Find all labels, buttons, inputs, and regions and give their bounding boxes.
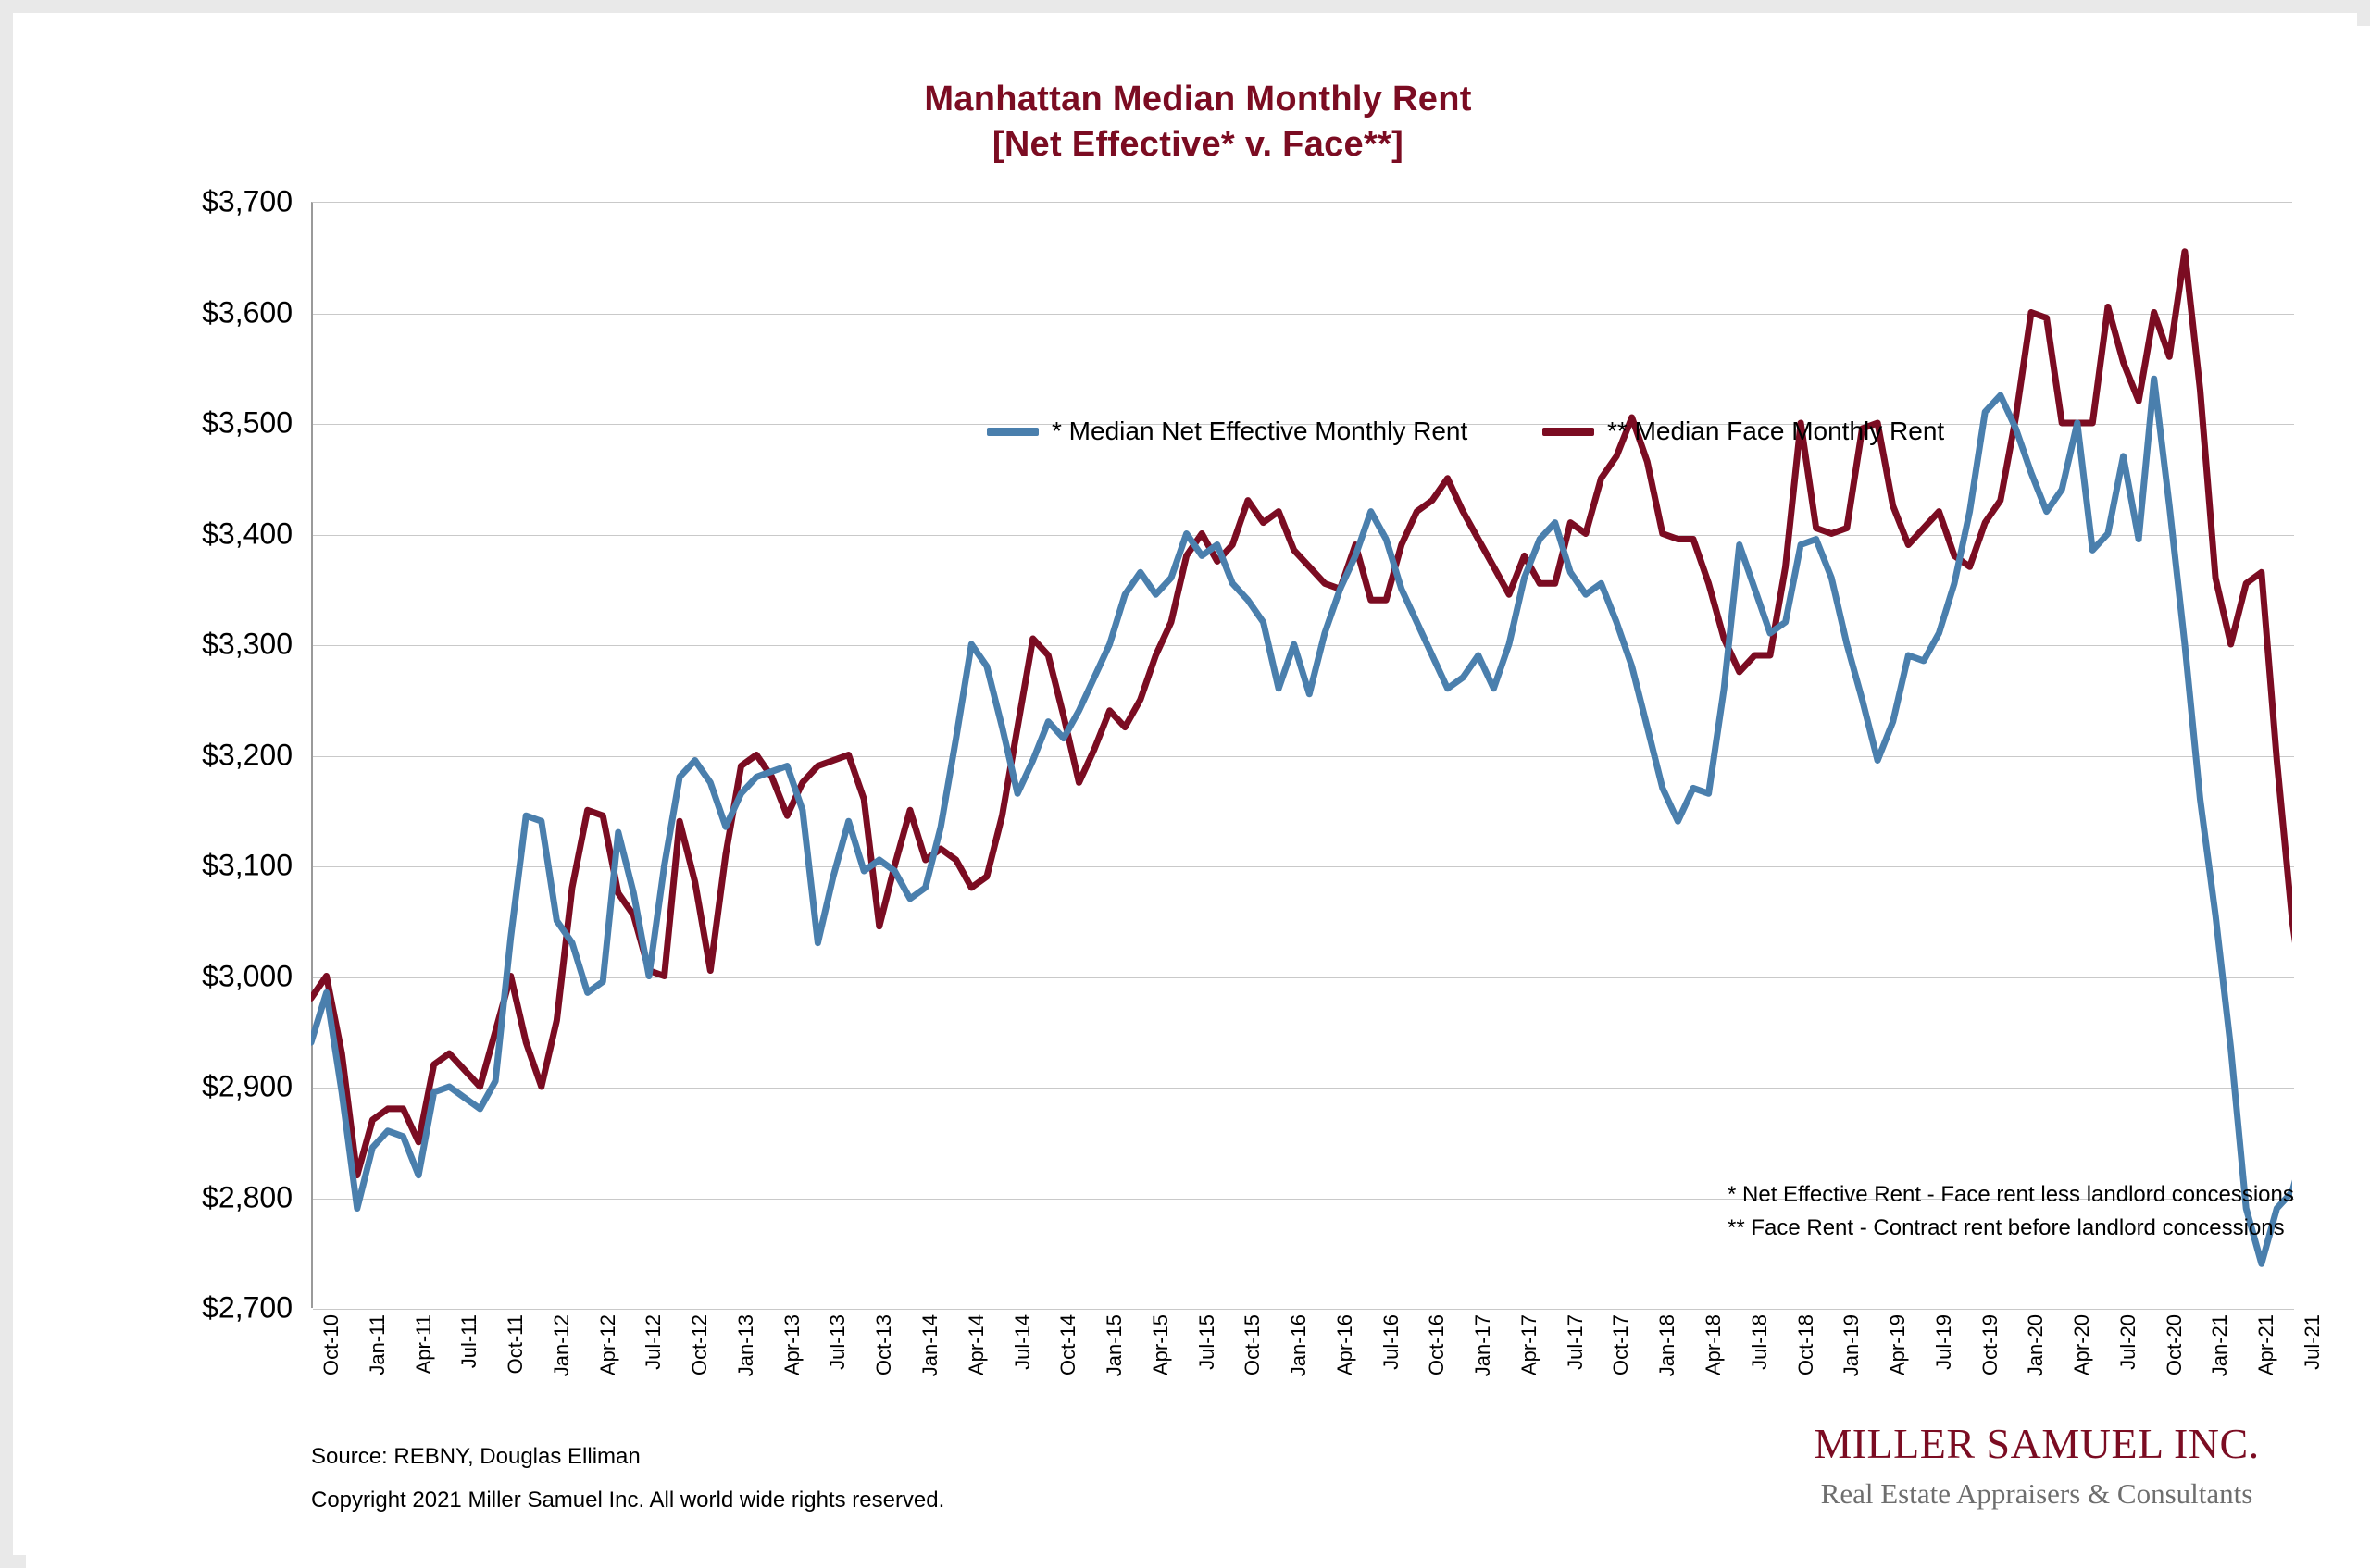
x-axis-tick-label: Jan-11 — [365, 1314, 389, 1375]
x-axis-tick-label: Oct-18 — [1793, 1314, 1817, 1376]
x-axis-tick-label: Apr-11 — [411, 1314, 435, 1375]
y-axis-tick-label: $2,800 — [202, 1180, 293, 1213]
source-block — [311, 1435, 944, 1522]
x-axis-tick-label: Jan-14 — [917, 1314, 942, 1377]
series-lines — [311, 202, 2292, 1308]
x-axis-tick-label: Apr-13 — [780, 1314, 804, 1376]
page-title: Manhattan Median Monthly Rent — [924, 80, 1472, 118]
x-axis-tick-label: Apr-18 — [1702, 1314, 1726, 1376]
x-axis-tick-label: Apr-19 — [1886, 1314, 1910, 1376]
legend-item-net-effective — [987, 413, 1467, 450]
y-axis-tick-label: $3,300 — [202, 627, 293, 661]
x-axis-tick-label: Jan-17 — [1471, 1314, 1495, 1377]
x-axis-tick-label: Jul-15 — [1194, 1314, 1218, 1370]
x-axis-tick-label: Apr-17 — [1516, 1314, 1540, 1376]
x-axis-tick-label: Oct-20 — [2162, 1314, 2186, 1376]
x-axis-tick-label: Apr-12 — [595, 1314, 619, 1376]
annotation-face: ** Face Rent - Contract rent before landlord concessions — [1728, 1215, 2285, 1240]
x-axis-tick-label: Apr-14 — [964, 1314, 988, 1376]
x-axis-tick-label: Jul-18 — [1747, 1314, 1771, 1370]
x-axis-tick-label: Oct-15 — [1241, 1314, 1265, 1376]
chart-legend — [987, 413, 2190, 454]
x-axis-tick-label: Jan-19 — [1840, 1314, 1864, 1377]
chart-annotations — [1728, 1178, 2294, 1245]
x-axis-tick-label: Jan-12 — [549, 1314, 573, 1377]
x-axis-tick-label: Jan-16 — [1287, 1314, 1311, 1377]
logo-tagline: Real Estate Appraisers & Consultants — [1820, 1477, 2253, 1510]
x-axis-tick-label: Oct-16 — [1425, 1314, 1449, 1376]
y-axis — [43, 184, 294, 1325]
y-axis-tick-label: $3,700 — [202, 184, 293, 218]
page-subtitle: [Net Effective* v. Face**] — [992, 125, 1404, 164]
x-axis-tick-label: Jul-21 — [2301, 1314, 2324, 1370]
x-axis-tick-label: Apr-15 — [1148, 1314, 1172, 1376]
x-axis-tick-label: Apr-21 — [2254, 1314, 2278, 1376]
company-logo — [1778, 1419, 2296, 1511]
gridline — [313, 1309, 2294, 1310]
x-axis-tick-label: Jan-20 — [2024, 1314, 2048, 1377]
x-axis-tick-label: Jan-21 — [2208, 1314, 2232, 1377]
chart-title-block — [26, 77, 2370, 168]
copyright-text: Copyright 2021 Miller Samuel Inc. All world wide rights reserved. — [311, 1487, 945, 1512]
x-axis-tick-label: Jan-15 — [1103, 1314, 1127, 1377]
x-axis-tick-label: Jul-17 — [1563, 1314, 1587, 1370]
y-axis-tick-label: $2,700 — [202, 1290, 293, 1325]
legend-item-face — [1542, 413, 1944, 450]
x-axis-tick-label: Jul-13 — [826, 1314, 850, 1370]
x-axis-tick-label: Jul-16 — [1378, 1314, 1403, 1370]
legend-label-net: * Median Net Effective Monthly Rent — [1052, 417, 1468, 445]
x-axis-tick-label: Oct-12 — [688, 1314, 712, 1376]
x-axis-tick-label: Oct-17 — [1609, 1314, 1633, 1376]
y-axis-tick-label: $3,500 — [202, 405, 293, 440]
y-axis-tick-label: $3,200 — [202, 738, 293, 771]
x-axis-tick-label: Jul-20 — [2115, 1314, 2139, 1370]
y-axis-tick-label: $3,600 — [202, 295, 293, 329]
plot-wrapper — [311, 202, 2292, 1308]
legend-label-face: ** Median Face Monthly Rent — [1607, 417, 1945, 445]
x-axis-tick-label: Jul-12 — [642, 1314, 666, 1370]
x-axis-tick-label: Apr-16 — [1332, 1314, 1356, 1376]
x-axis-tick-label: Jan-13 — [733, 1314, 757, 1377]
x-axis-tick-label: Apr-20 — [2070, 1314, 2094, 1376]
annotation-net-effective: * Net Effective Rent - Face rent less landlord concessions — [1728, 1182, 2294, 1207]
y-axis-tick-label: $3,000 — [202, 959, 293, 992]
y-axis-tick-label: $2,900 — [202, 1069, 293, 1103]
x-axis-tick-label: Jul-11 — [457, 1314, 481, 1369]
legend-swatch-icon-net — [987, 428, 1039, 436]
x-axis-tick-label: Oct-13 — [872, 1314, 896, 1376]
chart-canvas — [26, 26, 2370, 1568]
x-axis-tick-label: Oct-19 — [1977, 1314, 2002, 1376]
logo-company-name: MILLER SAMUEL INC. — [1814, 1420, 2260, 1467]
x-axis-tick-label: Jan-18 — [1655, 1314, 1679, 1377]
x-axis-tick-label: Oct-10 — [319, 1314, 343, 1376]
legend-swatch-icon-face — [1542, 428, 1594, 436]
x-axis-tick-label: Oct-14 — [1056, 1314, 1080, 1376]
line-median-face-rent — [311, 252, 2292, 1176]
x-axis-tick-label: Jul-19 — [1931, 1314, 1955, 1370]
x-axis-tick-label: Jul-14 — [1010, 1314, 1034, 1370]
y-axis-tick-label: $3,400 — [202, 516, 293, 550]
x-axis-tick-label: Oct-11 — [504, 1314, 528, 1375]
y-axis-tick-label: $3,100 — [202, 848, 293, 882]
source-text: Source: REBNY, Douglas Elliman — [311, 1444, 641, 1469]
